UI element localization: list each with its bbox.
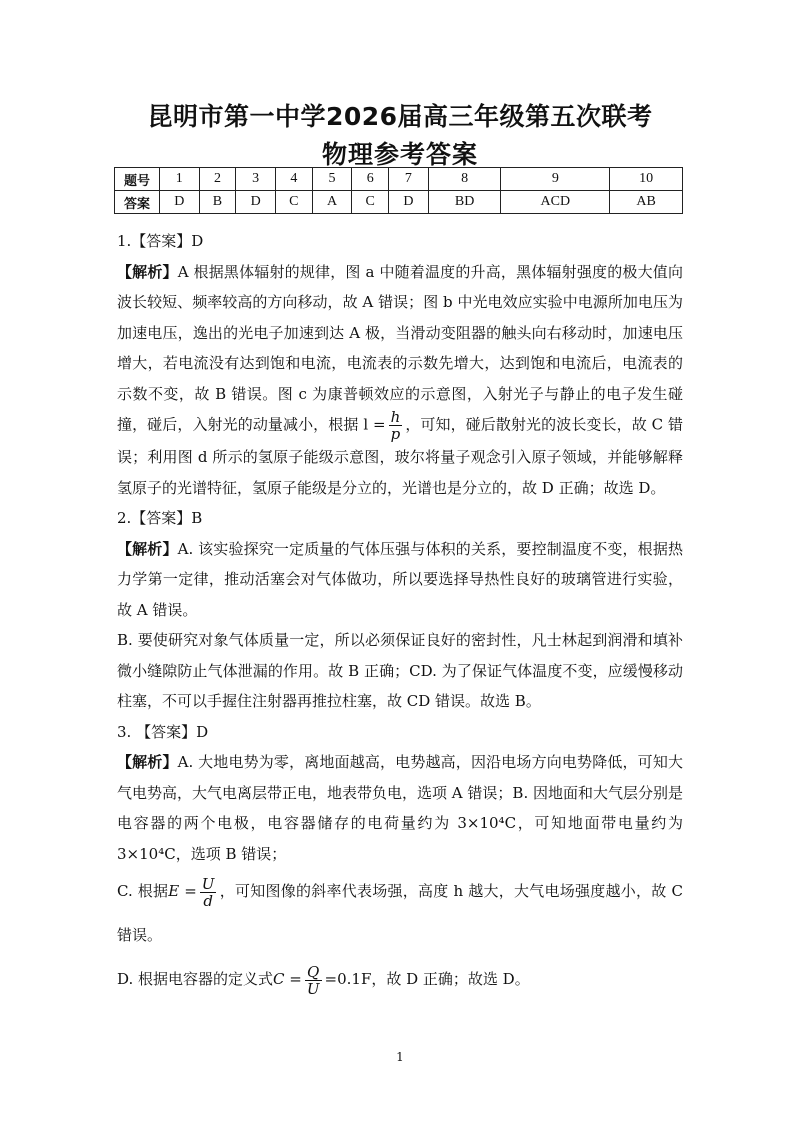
q3-option-c	[117, 869, 683, 957]
answer-cell: A	[312, 191, 352, 214]
analysis-tag: 【解析】	[117, 262, 178, 281]
q1-formula-fraction	[389, 409, 403, 442]
q3-c-denominator: d	[203, 891, 213, 910]
row-label-number: 题号	[115, 168, 160, 191]
answer-table	[114, 167, 683, 214]
q3-c-text: ，可知图像的斜率代表场强，高度 h 越大，大气电场强度越小，故 C 错误。	[117, 882, 683, 944]
answer-table-answer-row	[115, 191, 683, 214]
q1-heading: 1.【答案】D	[117, 232, 204, 250]
q3-analysis-text-1: A. 大地电势为零，离地面越高，电势越高，因沿电场方向电势降低，可知大气电势高，大气电离层带正电，地表带负电，选项 A 错误；B. 因地面和大气层分别是电容器的两个电极，电容器储存的电荷量约为 3×10⁴C，可知地面带电量约为 3×10⁴C，选项 B 错误；	[117, 753, 683, 863]
answer-cell: ACD	[501, 191, 610, 214]
q3-d-formula-lhs: C =	[273, 970, 302, 988]
q3-d-prefix: D. 根据电容器的定义式	[117, 970, 274, 988]
q2-heading: 2.【答案】B	[117, 509, 203, 527]
question-number-cell: 4	[275, 168, 312, 191]
q1-analysis-text-2: ，可知，碰后散射光的波长变长，故 C 错误；利用图 d 所示的氢原子能级示意图，玻尔将量子观念引入原子领域，并能够解释氢原子的光谱特征，氢原子能级是分立的，光谱也是分立的，故 D 正确；故选 D。	[117, 415, 683, 497]
answer-cell: C	[352, 191, 389, 214]
q3-d-text: =0.1F，故 D 正确；故选 D。	[324, 970, 530, 988]
q1-formula-denominator: p	[390, 425, 401, 443]
question-number-cell: 5	[312, 168, 352, 191]
page-number: 1	[396, 1050, 404, 1064]
answer-cell: D	[236, 191, 276, 214]
answer-explanations	[117, 226, 683, 1001]
q2-analysis-b: B. 要使研究对象气体质量一定，所以必须保证良好的密封性，凡士林起到润滑和填补微小缝隙防止气体泄漏的作用。故 B 正确；CD. 为了保证气体温度不变，应缓慢移动柱塞，不可以手握住注射器再推拉柱塞，故 CD 错误。故选 B。	[117, 631, 683, 710]
q3-analysis	[117, 747, 683, 869]
q3-option-d	[117, 957, 683, 1001]
question-number-cell: 10	[610, 168, 683, 191]
q3-d-denominator: U	[306, 979, 320, 998]
question-number-cell: 9	[501, 168, 610, 191]
question-number-cell: 3	[236, 168, 276, 191]
analysis-tag: 【解析】	[117, 753, 178, 771]
q3-c-formula-lhs: E =	[168, 882, 197, 900]
q3-c-numerator: U	[201, 874, 215, 893]
q1-formula-lhs: l =	[363, 415, 386, 434]
page-subtitle: 物理参考答案	[321, 140, 478, 169]
q3-c-prefix: C. 根据	[117, 882, 169, 900]
answer-cell: D	[389, 191, 429, 214]
answer-table-number-row	[115, 168, 683, 191]
q3-heading: 3. 【答案】D	[117, 722, 209, 741]
q1-formula-numerator: h	[390, 408, 401, 426]
answer-cell: AB	[610, 191, 683, 214]
answer-cell: BD	[428, 191, 501, 214]
question-number-cell: 8	[428, 168, 501, 191]
q3-d-numerator: Q	[305, 964, 322, 981]
q2-analysis	[117, 534, 683, 626]
q1-analysis	[117, 257, 683, 504]
answer-cell: B	[199, 191, 236, 214]
q3-c-formula-fraction	[200, 876, 217, 909]
q3-d-formula-fraction	[305, 964, 322, 997]
page-title: 昆明市第一中学2026届高三年级第五次联考	[147, 102, 653, 131]
question-number-cell: 2	[199, 168, 236, 191]
question-number-cell: 1	[160, 168, 200, 191]
q2-analysis-text-1: A. 该实验探究一定质量的气体压强与体积的关系，要控制温度不变，根据热力学第一定律，推动活塞会对气体做功，所以要选择导热性良好的玻璃管进行实验，故 A 错误。	[117, 539, 683, 619]
answer-cell: C	[275, 191, 312, 214]
q1-analysis-text-1: A 根据黑体辐射的规律，图 a 中随着温度的升高，黑体辐射强度的极大值向波长较短、频率较高的方向移动，故 A 错误；图 b 中光电效应实验中电源所加电压为加速电压，逸出的光电子加速到达 A 极，当滑动变阻器的触头向右移动时，加速电压增大，若电流没有达到饱和电流，电流表的示数先增大，达到饱和电流后，电流表的示数不变，故 B 错误。图 c 为康普顿效应的示意图，入射光子与静止的电子发生碰撞，碰后，入射光的动量减小，根据	[117, 262, 683, 434]
answer-cell: D	[160, 191, 200, 214]
question-number-cell: 6	[352, 168, 389, 191]
question-number-cell: 7	[389, 168, 429, 191]
analysis-tag: 【解析】	[117, 539, 178, 558]
row-label-answer: 答案	[115, 191, 160, 214]
